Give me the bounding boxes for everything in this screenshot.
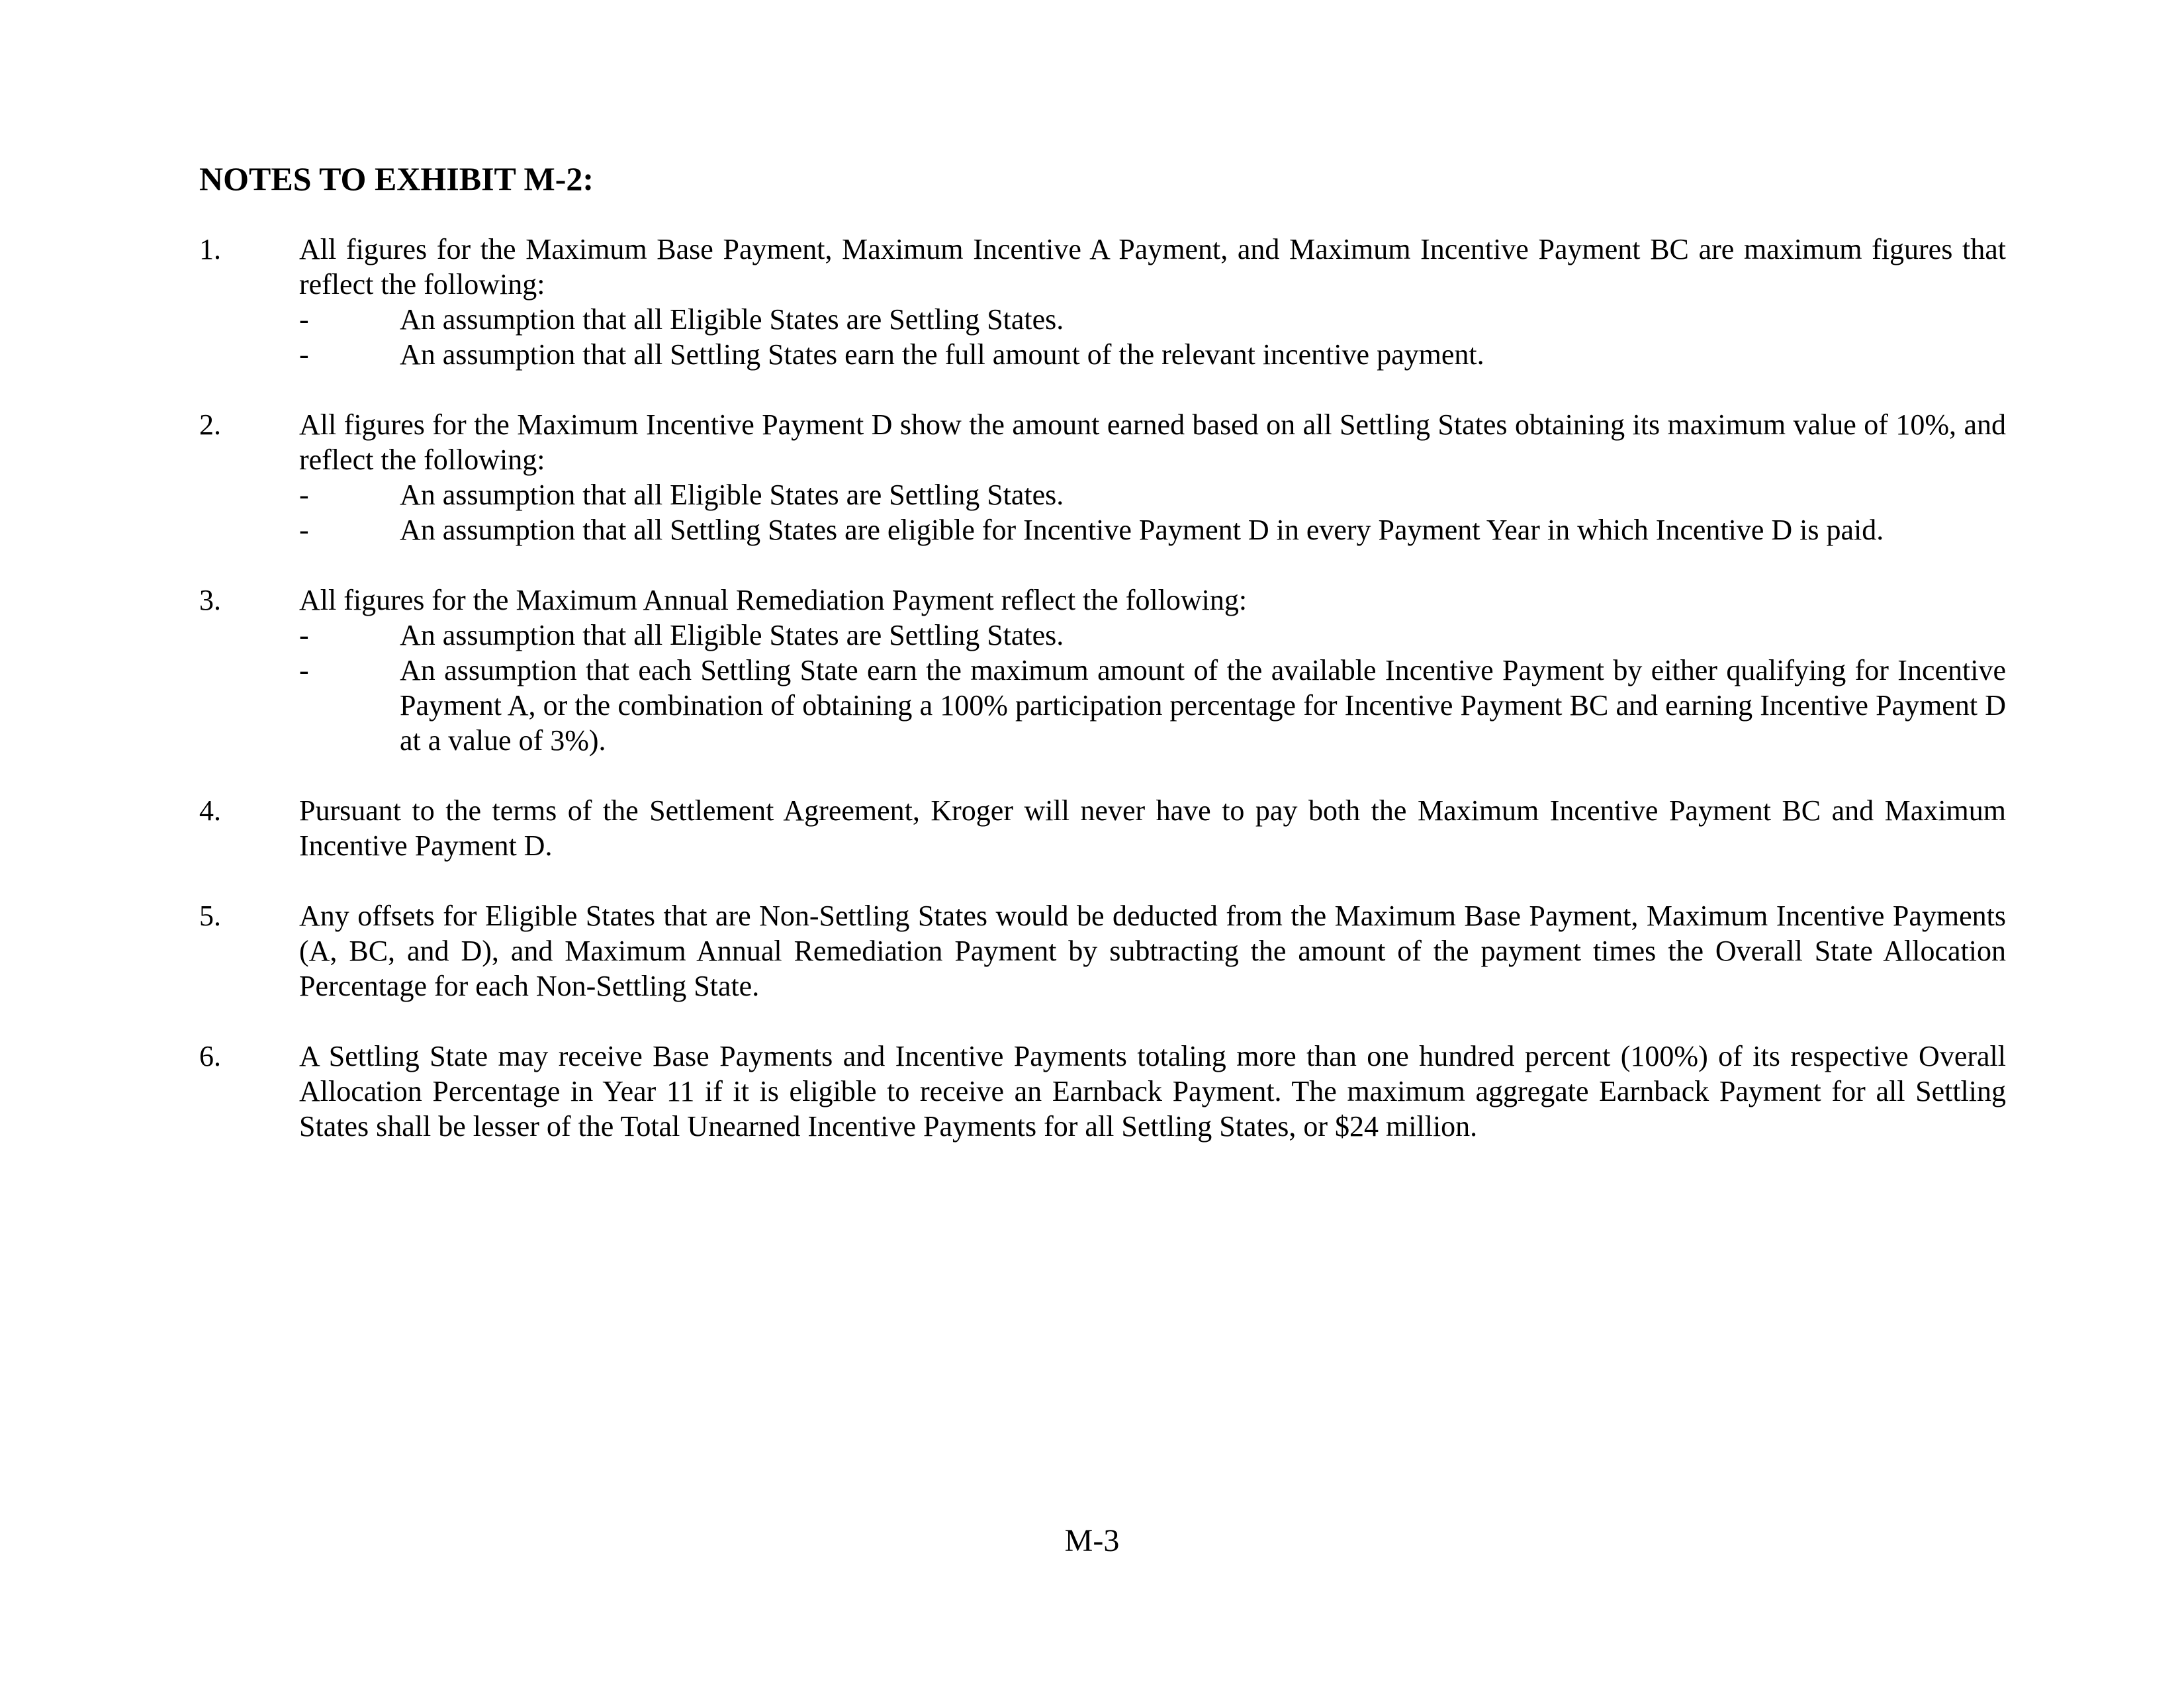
bullet-text: An assumption that all Eligible States are Settling States. [400, 619, 1064, 651]
note-number: 1. [199, 233, 221, 265]
note-body [299, 898, 2006, 1004]
notes-list [199, 232, 2006, 1179]
bullet-text: An assumption that each Settling State earn the maximum amount of the available Incentive Payment by either qualifying for Incentive Payment A, or the combination of obtaining a 100% participation percentage for Incentive Payment BC and earning Incentive Payment D at a value of 3%). [400, 654, 2006, 757]
note-bullet [299, 337, 2006, 372]
note-text: A Settling State may receive Base Payments and Incentive Payments totaling more than one hundred percent (100%) of its respective Overall Allocation Percentage in Year 11 if it is eligible to receive an Earnback Payment. The maximum aggregate Earnback Payment for all Settling States shall be lesser of the Total Unearned Incentive Payments for all Settling States, or $24 million. [299, 1040, 2006, 1143]
bullet-dash: - [299, 514, 309, 546]
bullet-dash: - [299, 654, 309, 686]
note-text: All figures for the Maximum Base Payment, Maximum Incentive A Payment, and Maximum Incentive Payment BC are maximum figures that reflect the following: [299, 233, 2006, 301]
bullet-dash: - [299, 619, 309, 651]
note-item [199, 898, 2006, 1004]
note-bullet [299, 477, 2006, 512]
bullet-text: An assumption that all Eligible States are Settling States. [400, 479, 1064, 511]
bullet-text: An assumption that all Settling States are eligible for Incentive Payment D in every Payment Year in which Incentive D is paid. [400, 514, 1884, 546]
note-body [299, 583, 2006, 758]
bullet-dash: - [299, 479, 309, 511]
note-text: Any offsets for Eligible States that are Non-Settling States would be deducted from the Maximum Base Payment, Maximum Incentive Payments (A, BC, and D), and Maximum Annual Remediation Payment by subtracting the amount of the payment times the Overall State Allocation Percentage for each Non-Settling State. [299, 900, 2006, 1002]
note-number: 6. [199, 1040, 221, 1072]
bullet-text: An assumption that all Eligible States are Settling States. [400, 303, 1064, 336]
note-text: All figures for the Maximum Incentive Payment D show the amount earned based on all Settling States obtaining its maximum value of 10%, and reflect the following: [299, 408, 2006, 476]
bullet-dash: - [299, 303, 309, 336]
note-number: 4. [199, 794, 221, 827]
notes-heading: NOTES TO EXHIBIT M-2: [199, 160, 594, 197]
note-item [199, 407, 2006, 547]
note-number: 3. [199, 584, 221, 616]
note-text: Pursuant to the terms of the Settlement Agreement, Kroger will never have to pay both the Maximum Incentive Payment BC and Maximum Incentive Payment D. [299, 794, 2006, 862]
bullet-text: An assumption that all Settling States earn the full amount of the relevant incentive payment. [400, 338, 1484, 371]
note-bullet [299, 512, 2006, 547]
note-item [199, 232, 2006, 372]
note-bullet [299, 302, 2006, 337]
note-item [199, 793, 2006, 863]
note-number: 5. [199, 900, 221, 932]
note-bullet [299, 653, 2006, 758]
bullet-dash: - [299, 338, 309, 371]
note-item [199, 583, 2006, 758]
note-item [199, 1039, 2006, 1144]
note-bullet [299, 618, 2006, 653]
page-number: M-3 [1064, 1523, 1120, 1558]
note-body [299, 1039, 2006, 1144]
note-body [299, 407, 2006, 547]
note-body [299, 793, 2006, 863]
note-body [299, 232, 2006, 372]
note-number: 2. [199, 408, 221, 441]
note-text: All figures for the Maximum Annual Remediation Payment reflect the following: [299, 584, 1248, 616]
